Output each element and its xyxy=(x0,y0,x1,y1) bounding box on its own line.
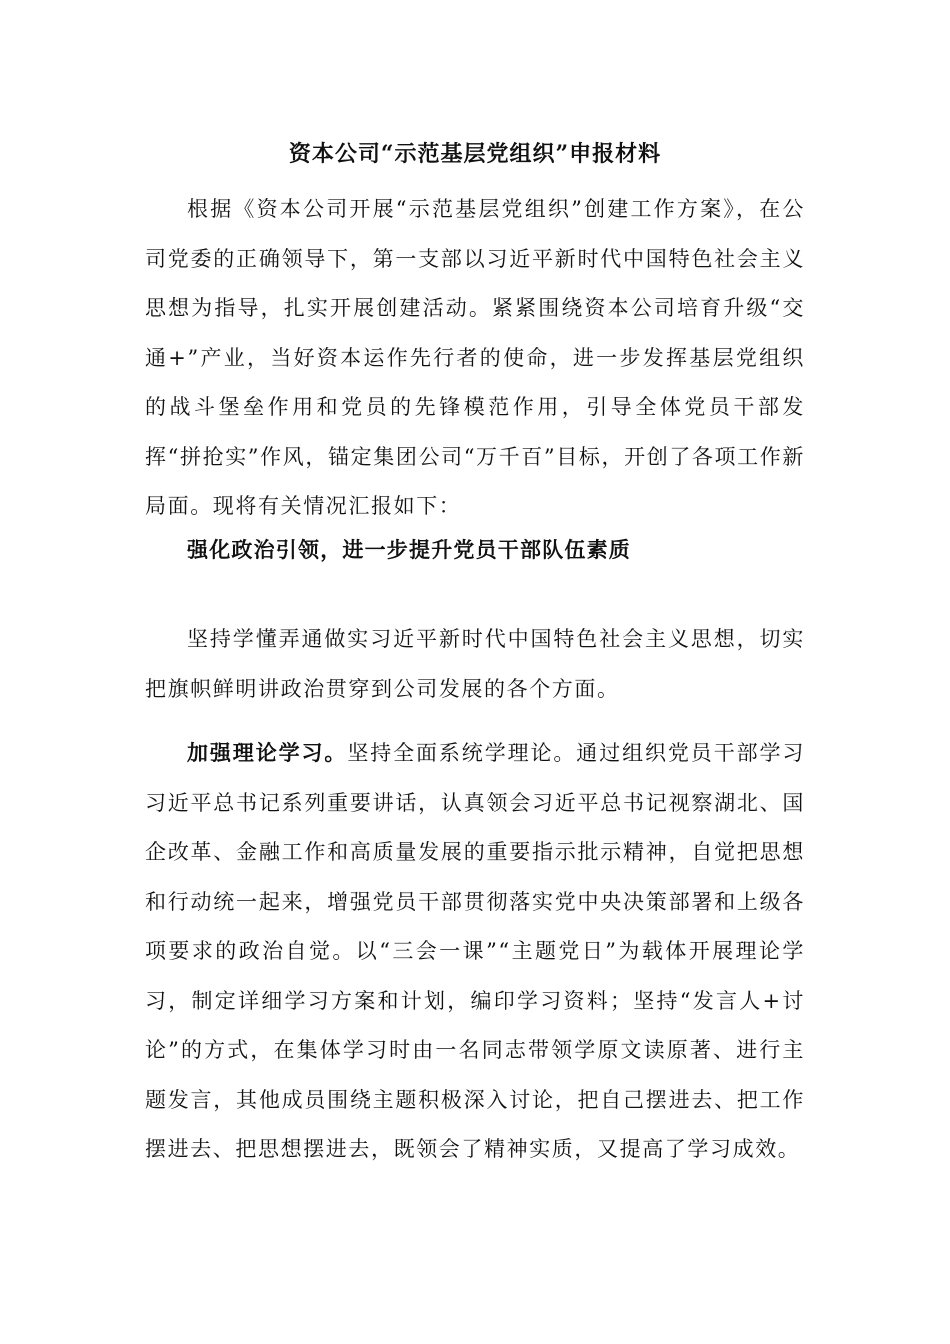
intro-paragraph: 根据《资本公司开展“示范基层党组织”创建工作方案》，在公司党委的正确领导下，第一支部以习近平新时代中国特色社会主义思想为指导，扎实开展创建活动。紧紧围绕资本公司培育升级“交通+”产业，当好资本运作先行者的使命，进一步发挥基层党组织的战斗堡垒作用和党员的先锋模范作用，引导全体党员干部发挥“拼抢实”作风，锚定集团公司“万千百”目标，开创了各项工作新局面。现将有关情况汇报如下： xyxy=(145,197,805,518)
document-title: 资本公司“示范基层党组织”申报材料 xyxy=(288,141,662,167)
subsection-body: 坚持全面系统学理论。通过组织党员干部学习习近平总书记系列重要讲话，认真领会习近平总书记视察湖北、国企改革、金融工作和高质量发展的重要指示批示精神，自觉把思想和行动统一起来，增强党员干部贯彻落实党中央决策部署和上级各项要求的政治自觉。以“三会一课”“主题党日”为载体开展理论学习，制定详细学习方案和计划，编印学习资料；坚持“发言人+讨论”的方式，在集体学习时由一名同志带领学原文读原著、进行主题发言，其他成员围绕主题积极深入讨论，把自己摆进去、把工作摆进去、把思想摆进去，既领会了精神实质，又提高了学习成效。 xyxy=(145,741,806,1161)
section-paragraph: 坚持学懂弄通做实习近平新时代中国特色社会主义思想，切实把旗帜鲜明讲政治贯穿到公司发展的各个方面。 xyxy=(145,627,805,701)
subsection-paragraph xyxy=(145,728,805,1175)
subsection-lead: 加强理论学习。 xyxy=(187,740,348,765)
section-heading: 强化政治引领，进一步提升党员干部队伍素质 xyxy=(187,537,631,562)
